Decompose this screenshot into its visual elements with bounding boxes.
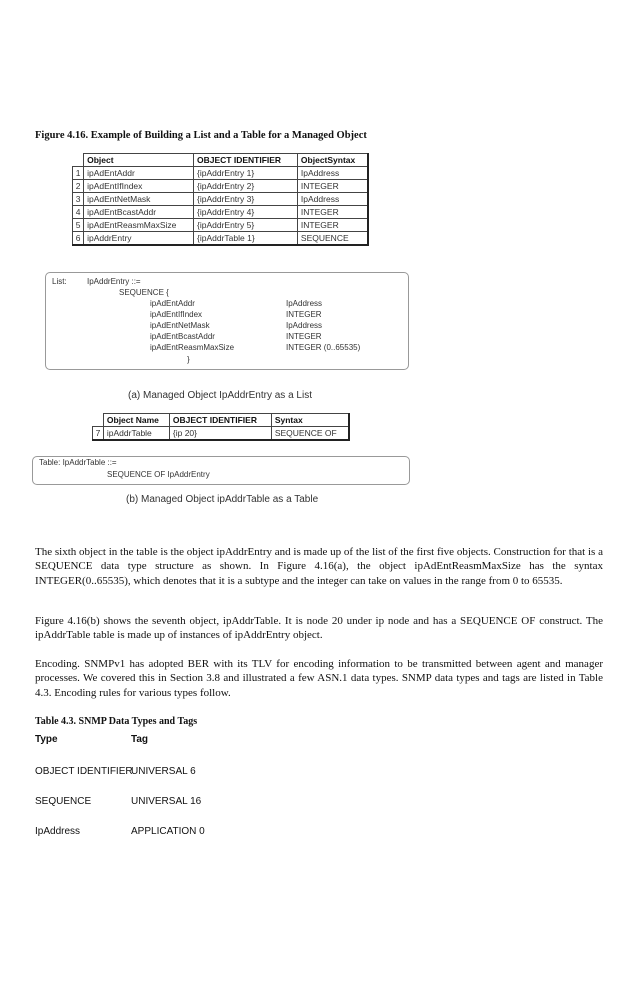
figure-caption: Figure 4.16. Example of Building a List and a Table for a Managed Object: [35, 130, 367, 141]
syntax-cell: SEQUENCE OF: [271, 427, 349, 441]
oid-cell: {ipAddrTable 1}: [194, 232, 298, 246]
table43-type-cell: IpAddress: [35, 826, 81, 837]
table43-type-cell: OBJECT IDENTIFIER: [35, 766, 133, 777]
list-item-type: INTEGER: [286, 332, 322, 341]
row-number: 2: [73, 180, 84, 193]
row-number: 4: [73, 206, 84, 219]
syntax-cell: IpAddress: [297, 193, 368, 206]
table43-tag-cell: UNIVERSAL 6: [131, 766, 196, 777]
object-table: [72, 153, 369, 246]
subcaption-a: (a) Managed Object IpAddrEntry as a List: [128, 390, 312, 401]
paragraph-encoding: Encoding. SNMPv1 has adopted BER with its TLV for encoding information to be transmitted between agent and manager processes. We covered this in Section 3.8 and illustrated a few ASN.1 data types. SNMP data types and tags are listed in Table 4.3. Encoding rules for various types follow.: [35, 658, 603, 699]
syntax-cell: INTEGER: [297, 180, 368, 193]
row-number: 5: [73, 219, 84, 232]
oid-cell: {ip 20}: [169, 427, 271, 441]
subcaption-b: (b) Managed Object ipAddrTable as a Table: [126, 494, 319, 505]
list-item-type: IpAddress: [286, 299, 323, 308]
header-object-identifier: OBJECT IDENTIFIER: [169, 414, 271, 427]
header-object-syntax: ObjectSyntax: [297, 154, 368, 167]
table43-header-type: Type: [35, 734, 58, 745]
table43-tag-cell: APPLICATION 0: [131, 826, 205, 837]
oid-cell: {ipAddrEntry 4}: [194, 206, 298, 219]
table-row: [73, 193, 369, 206]
row-number: 1: [73, 167, 84, 180]
row-number: 7: [93, 427, 104, 441]
paragraph-seventh-object: Figure 4.16(b) shows the seventh object, ipAddrTable. It is node 20 under ip node and has a SEQUENCE OF construct. The ipAddrTable table is made up of instances of ipAddrEntry object.: [35, 615, 603, 642]
table-row: [73, 167, 369, 180]
list-item-type: IpAddress: [286, 321, 323, 330]
table43-caption: Table 4.3. SNMP Data Types and Tags: [35, 716, 198, 727]
list-item-type: INTEGER: [286, 310, 322, 319]
table43-type-cell: SEQUENCE: [35, 796, 92, 807]
table-definition-label: Table: IpAddrTable ::=: [39, 458, 117, 467]
syntax-cell: INTEGER: [297, 206, 368, 219]
table-row: [73, 180, 369, 193]
header-object-name: Object Name: [103, 414, 169, 427]
paragraph-sixth-object: The sixth object in the table is the object ipAddrEntry and is made up of the list of the first five objects. Construction for that is a SEQUENCE data type structure as shown. In Figure 4.16(a), the object ipAdEntReasmMaxSize has the syntax INTEGER(0..65535), which denotes that it is a subtype and the integer can take on values in the range from 0 to 65535.: [35, 546, 603, 587]
object-name-table: [92, 413, 350, 441]
sequence-keyword: SEQUENCE {: [119, 288, 169, 297]
table-row: [73, 206, 369, 219]
syntax-cell: IpAddress: [297, 167, 368, 180]
list-item-type: INTEGER (0..65535): [286, 343, 361, 352]
syntax-cell: SEQUENCE: [297, 232, 368, 246]
table43-header-tag: Tag: [131, 734, 149, 745]
oid-cell: {ipAddrEntry 1}: [194, 167, 298, 180]
row-number: 3: [73, 193, 84, 206]
list-item-name: ipAdEntNetMask: [150, 321, 210, 330]
list-item-name: ipAdEntReasmMaxSize: [150, 343, 235, 352]
header-object-identifier: OBJECT IDENTIFIER: [194, 154, 298, 167]
list-item-name: ipAdEntBcastAddr: [150, 332, 215, 341]
table-header-row: [93, 414, 350, 427]
object-cell: ipAddrEntry: [84, 232, 194, 246]
object-cell: ipAdEntNetMask: [84, 193, 194, 206]
object-cell: ipAdEntReasmMaxSize: [84, 219, 194, 232]
table-header-row: [73, 154, 369, 167]
object-cell: ipAdEntIfIndex: [84, 180, 194, 193]
closing-brace: }: [187, 355, 190, 364]
list-label: List:: [52, 277, 67, 286]
row-number: 6: [73, 232, 84, 246]
table-row: [73, 219, 369, 232]
oid-cell: {ipAddrEntry 2}: [194, 180, 298, 193]
table-row: [73, 232, 369, 246]
object-cell: ipAdEntBcastAddr: [84, 206, 194, 219]
table-row: [93, 427, 350, 441]
header-syntax: Syntax: [271, 414, 349, 427]
syntax-cell: INTEGER: [297, 219, 368, 232]
oid-cell: {ipAddrEntry 5}: [194, 219, 298, 232]
object-cell: ipAdEntAddr: [84, 167, 194, 180]
table-definition-box: [32, 456, 410, 485]
list-definition-box: [45, 272, 409, 370]
list-definition: IpAddrEntry ::=: [87, 277, 141, 286]
table-definition-body: SEQUENCE OF IpAddrEntry: [107, 470, 210, 479]
header-object: Object: [84, 154, 194, 167]
object-name-cell: ipAddrTable: [103, 427, 169, 441]
oid-cell: {ipAddrEntry 3}: [194, 193, 298, 206]
table43-tag-cell: UNIVERSAL 16: [131, 796, 202, 807]
list-item-name: ipAdEntIfIndex: [150, 310, 203, 319]
list-item-name: ipAdEntAddr: [150, 299, 195, 308]
